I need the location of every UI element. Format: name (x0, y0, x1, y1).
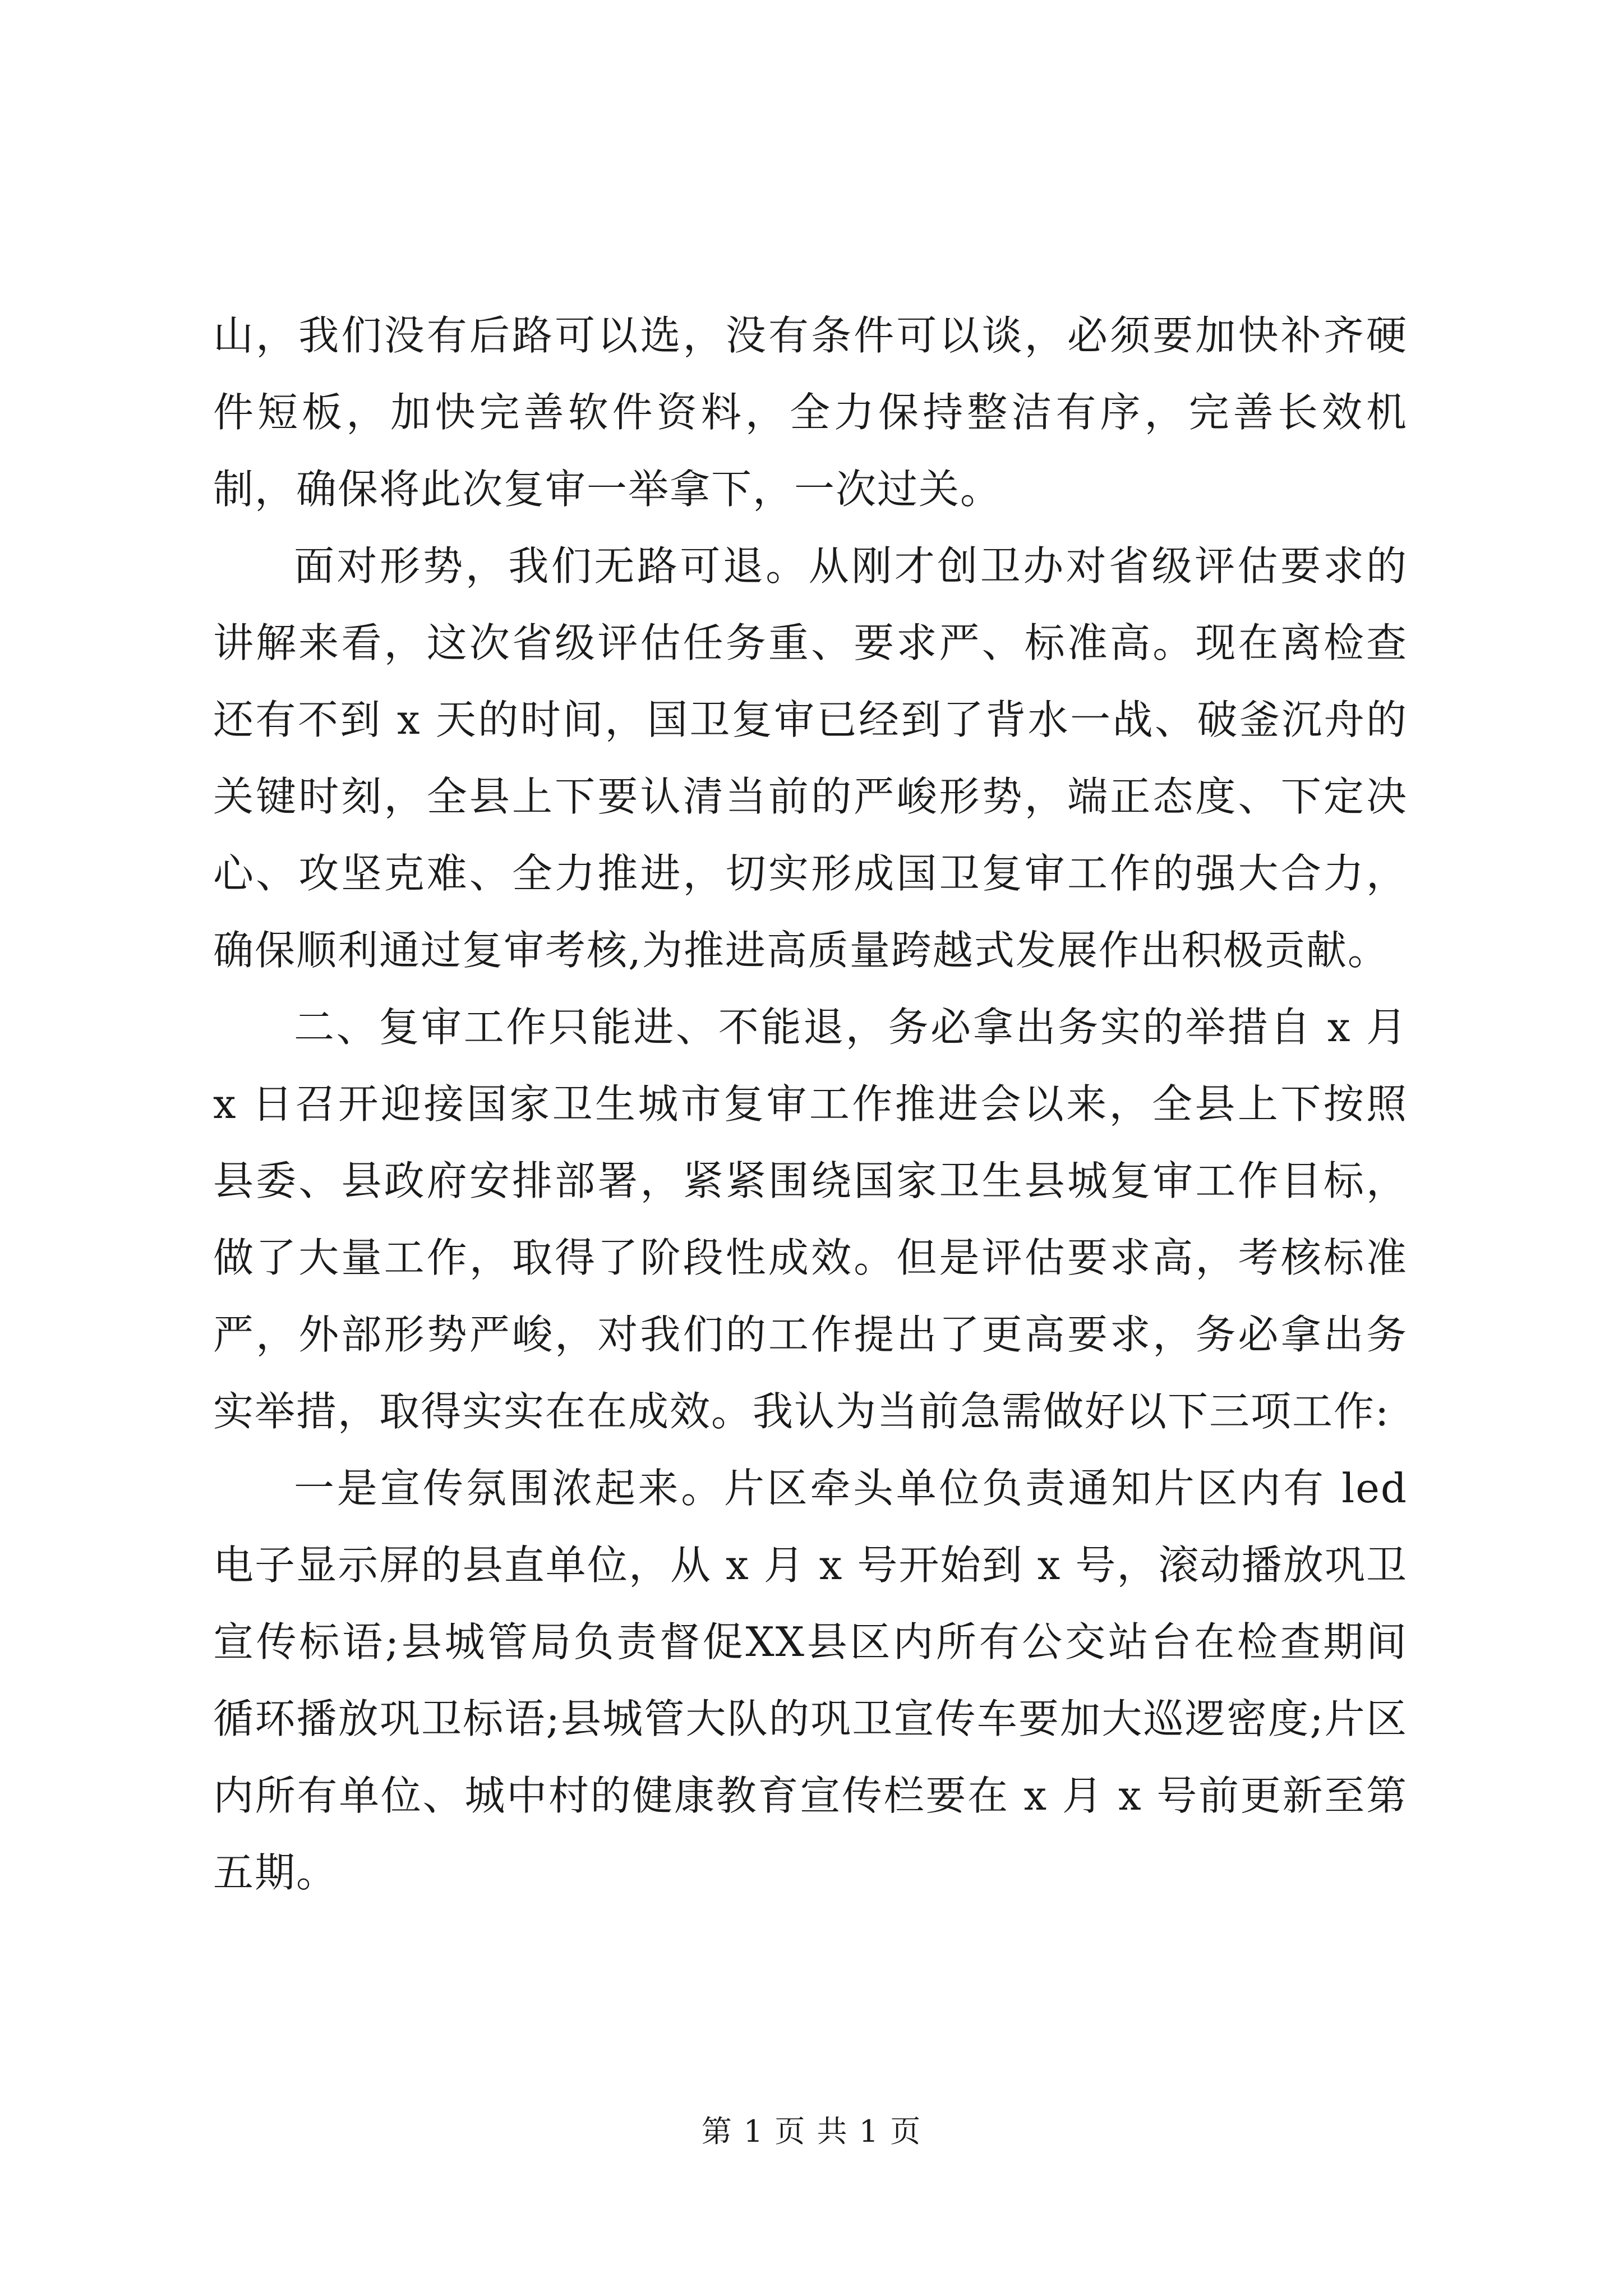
paragraph-situation: 面对形势，我们无路可退。从刚才创卫办对省级评估要求的讲解来看，这次省级评估任务重、要求严、标准高。现在离检查还有不到 x 天的时间，国卫复审已经到了背水一战、破釜沉舟的关键时刻，全县上下要认清当前的严峻形势，端正态度、下定决心、攻坚克难、全力推进，切实形成国卫复审工作的强大合力，确保顺利通过复审考核,为推进高质量跨越式发展作出积极贡献。 (213, 542, 1408, 974)
paragraph-section-two: 二、复审工作只能进、不能退，务必拿出务实的举措自 x 月 x 日召开迎接国家卫生城市复审工作推进会以来，全县上下按照县委、县政府安排部署，紧紧围绕国家卫生县城复审工作目标，做了大量工作，取得了阶段性成效。但是评估要求高，考核标准严，外部形势严峻，对我们的工作提出了更高要求，务必拿出务实举措，取得实实在在成效。我认为当前急需做好以下三项工作: (213, 1004, 1408, 1435)
page-footer: 第 1 页 共 1 页 (701, 2114, 922, 2149)
paragraph-publicity: 一是宣传氛围浓起来。片区牵头单位负责通知片区内有 led 电子显示屏的县直单位，从 x 月 x 号开始到 x 号，滚动播放巩卫宣传标语;县城管局负责督促XX县区内所有公交站台在检查期间循环播放巩卫标语;县城管大队的巩卫宣传车要加大巡逻密度;片区内所有单位、城中村的健康教育宣传栏要在 x 月 x 号前更新至第五期。 (213, 1465, 1408, 1896)
paragraph-continuation: 山，我们没有后路可以选，没有条件可以谈，必须要加快补齐硬件短板，加快完善软件资料，全力保持整洁有序，完善长效机制，确保将此次复审一举拿下，一次过关。 (213, 312, 1408, 513)
document-body (213, 297, 1408, 1911)
